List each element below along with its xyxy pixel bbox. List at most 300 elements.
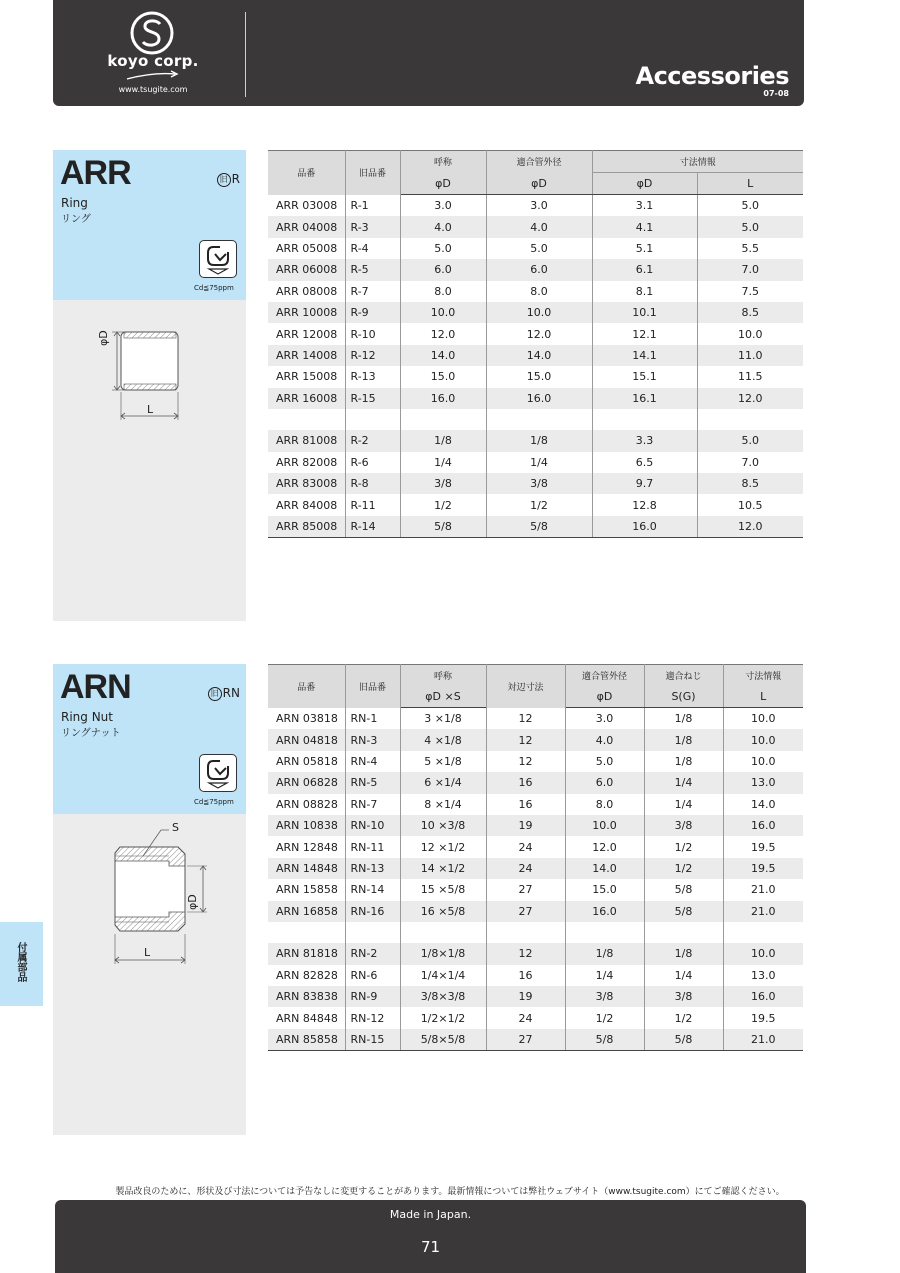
col-header-dims-l: L — [697, 173, 803, 195]
page-title: Accessories — [635, 62, 789, 90]
table-cell: 12 ×1/2 — [400, 836, 486, 857]
table-cell: ARR 84008 — [276, 498, 338, 512]
company-name: koyo corp. — [107, 52, 199, 70]
table-cell: 4.1 — [592, 216, 697, 237]
table-cell: 1/8 — [644, 708, 723, 730]
table-cell: 19.5 — [723, 836, 803, 857]
table-cell — [486, 922, 565, 943]
table-cell: ARR 05008 — [276, 241, 338, 255]
table-cell: RN-9 — [345, 986, 400, 1007]
table-cell: 8.0 — [486, 281, 592, 302]
page-header — [53, 0, 804, 106]
table-cell: ARN 05818 — [276, 754, 338, 768]
arr-old-name — [217, 172, 240, 187]
table-row — [268, 409, 803, 430]
arn-old-name-text: RN — [222, 686, 240, 700]
table-row — [268, 345, 803, 366]
table-cell: 6.1 — [592, 259, 697, 280]
table-cell: 16.0 — [723, 815, 803, 836]
section-side-tab[interactable] — [0, 922, 43, 1006]
table-cell: 27 — [486, 901, 565, 922]
table-cell: 3/8×3/8 — [400, 986, 486, 1007]
table-row — [268, 388, 803, 409]
table-cell: 1/4 — [644, 794, 723, 815]
table-cell: 1/8×1/8 — [400, 943, 486, 964]
table-cell: 16.0 — [486, 388, 592, 409]
table-cell: 19.5 — [723, 1007, 803, 1028]
table-cell: 6.0 — [400, 259, 486, 280]
table-cell: 3.1 — [592, 195, 697, 217]
table-cell: 14.0 — [723, 794, 803, 815]
table-row — [268, 323, 803, 344]
table-cell: R-6 — [345, 452, 400, 473]
table-cell: 1/4 — [400, 452, 486, 473]
col-header-thread-sub: S(G) — [644, 686, 723, 708]
table-cell: 3.3 — [592, 430, 697, 451]
col-header-pipe: 適合管外径 — [486, 151, 592, 173]
table-cell: 10.0 — [723, 943, 803, 964]
table-row — [268, 1007, 803, 1028]
table-cell: R-10 — [345, 323, 400, 344]
table-cell: 10 ×3/8 — [400, 815, 486, 836]
table-cell — [400, 922, 486, 943]
arn-product-name: ARN — [60, 668, 131, 706]
table-cell: 1/8 — [644, 751, 723, 772]
company-url[interactable]: www.tsugite.com — [118, 85, 188, 94]
table-cell: 15.0 — [565, 879, 644, 900]
table-cell: 15.0 — [486, 366, 592, 387]
table-cell: 3 ×1/8 — [400, 708, 486, 730]
table-cell: 1/4 — [565, 965, 644, 986]
table-cell: R-8 — [345, 473, 400, 494]
table-cell: 27 — [486, 879, 565, 900]
table-cell: ARN 15858 — [276, 883, 338, 897]
table-cell: R-12 — [345, 345, 400, 366]
table-cell: 12.0 — [697, 388, 803, 409]
table-cell: 10.1 — [592, 302, 697, 323]
table-cell: ARN 10838 — [268, 815, 345, 836]
arn-spec-table — [268, 664, 803, 1051]
made-in-japan: Made in Japan. — [389, 1208, 472, 1221]
table-row — [268, 708, 803, 730]
table-cell: ARN 81818 — [268, 943, 345, 964]
col-header-nominal-sub: φD ×S — [400, 686, 486, 708]
table-cell: 1/2 — [644, 836, 723, 857]
table-cell: 10.0 — [400, 302, 486, 323]
table-cell: 16 — [486, 794, 565, 815]
table-cell: 1/2 — [644, 1007, 723, 1028]
page-number: 71 — [420, 1238, 441, 1256]
table-cell: 1/2 — [565, 1007, 644, 1028]
table-cell: ARN 03818 — [276, 711, 338, 725]
table-cell: 21.0 — [723, 1029, 803, 1051]
table-cell: 1/2 — [400, 494, 486, 515]
table-cell: 8.0 — [400, 281, 486, 302]
col-header-nominal: 呼称 — [400, 665, 486, 687]
table-cell: 5/8 — [644, 1029, 723, 1051]
col-header-old: 旧品番 — [345, 151, 400, 195]
table-row — [268, 195, 803, 217]
col-header-dims-d: φD — [592, 173, 697, 195]
table-cell: 27 — [486, 1029, 565, 1051]
table-cell: RN-10 — [345, 815, 400, 836]
table-cell: 7.0 — [697, 452, 803, 473]
table-cell — [592, 409, 697, 430]
old-mark-icon: 旧 — [208, 687, 222, 701]
cadmium-note: Cd≦75ppm — [194, 284, 234, 292]
table-cell: R-11 — [345, 494, 400, 515]
table-cell: ARR 03008 — [276, 198, 338, 212]
table-cell: RN-14 — [345, 879, 400, 900]
table-cell: 5.0 — [565, 751, 644, 772]
table-cell: 8 ×1/4 — [400, 794, 486, 815]
table-cell: 5.0 — [400, 238, 486, 259]
table-cell: RN-4 — [345, 751, 400, 772]
table-row — [268, 751, 803, 772]
table-cell: 21.0 — [723, 879, 803, 900]
table-cell: 12.0 — [697, 516, 803, 538]
table-cell: ARN 82828 — [276, 968, 338, 982]
col-header-part: 品番 — [268, 151, 345, 195]
col-header-dims: 寸法情報 — [592, 151, 803, 173]
table-cell: 10.0 — [723, 708, 803, 730]
table-cell: 4.0 — [400, 216, 486, 237]
arn-ringnut-drawing — [103, 822, 243, 967]
table-row — [268, 259, 803, 280]
table-cell: RN-6 — [345, 965, 400, 986]
col-header-across-flats: 対辺寸法 — [486, 665, 565, 708]
arr-english-name: Ring — [61, 196, 88, 210]
table-cell: 14.0 — [486, 345, 592, 366]
table-cell: 19 — [486, 815, 565, 836]
table-cell: 10.0 — [723, 751, 803, 772]
arn-dim-s-label: S — [172, 821, 179, 834]
arn-title-block — [53, 664, 246, 814]
table-cell: ARN 04818 — [268, 729, 345, 750]
table-cell: ARN 14848 — [268, 858, 345, 879]
table-row — [268, 943, 803, 964]
table-cell: 1/4 — [644, 965, 723, 986]
table-cell: 10.0 — [697, 323, 803, 344]
table-cell: 24 — [486, 836, 565, 857]
table-cell: ARN 16858 — [268, 901, 345, 922]
table-row — [268, 430, 803, 451]
table-cell: 14.1 — [592, 345, 697, 366]
table-cell: 1/8 — [486, 430, 592, 451]
table-row — [268, 836, 803, 857]
table-cell: 16 — [486, 965, 565, 986]
table-row — [268, 216, 803, 237]
table-row — [268, 473, 803, 494]
table-cell: 12 — [486, 708, 565, 730]
col-header-part: 品番 — [268, 665, 345, 708]
table-cell — [268, 409, 345, 430]
table-row — [268, 281, 803, 302]
table-cell: RN-2 — [345, 943, 400, 964]
table-cell: 15 ×5/8 — [400, 879, 486, 900]
table-cell: 5 ×1/8 — [400, 751, 486, 772]
table-cell: R-9 — [345, 302, 400, 323]
table-cell: ARR 06008 — [268, 259, 345, 280]
table-cell: 4.0 — [565, 729, 644, 750]
table-cell: 16.0 — [723, 986, 803, 1007]
table-cell: 5.0 — [697, 216, 803, 237]
table-cell: RN-13 — [345, 858, 400, 879]
table-cell: ARN 08828 — [276, 797, 338, 811]
table-cell — [400, 409, 486, 430]
table-cell: RN-5 — [345, 772, 400, 793]
table-row — [268, 729, 803, 750]
table-cell: 6.5 — [592, 452, 697, 473]
table-cell: ARR 82008 — [276, 455, 338, 469]
table-cell: 3.0 — [565, 708, 644, 730]
table-cell: 1/8 — [565, 943, 644, 964]
table-cell: R-14 — [345, 516, 400, 538]
table-cell: 12.0 — [565, 836, 644, 857]
col-header-dims: 寸法情報 — [723, 665, 803, 687]
table-cell: 1/2×1/2 — [400, 1007, 486, 1028]
table-cell: 5.1 — [592, 238, 697, 259]
table-cell: 5/8 — [565, 1029, 644, 1051]
arn-dim-d-label: φD — [186, 894, 199, 910]
table-cell: 8.5 — [697, 473, 803, 494]
section-side-tab-label: 付属部品 — [15, 942, 26, 982]
arr-title-block — [53, 150, 246, 300]
page-code: 07-08 — [763, 89, 789, 98]
table-cell: 14.0 — [400, 345, 486, 366]
table-cell: 7.5 — [697, 281, 803, 302]
table-cell — [345, 922, 400, 943]
table-cell: ARR 12008 — [276, 327, 338, 341]
table-cell: 3/8 — [644, 815, 723, 836]
col-header-pipe-sub: φD — [486, 173, 592, 195]
table-cell: RN-12 — [345, 1007, 400, 1028]
table-cell: ARR 04008 — [268, 216, 345, 237]
arr-dim-d-label: φD — [97, 330, 110, 346]
col-header-nominal-sub: φD — [400, 173, 486, 195]
table-cell: 12 — [486, 729, 565, 750]
arr-spec-table — [268, 150, 803, 538]
logo-swoosh-icon — [125, 70, 181, 82]
table-cell: 12.0 — [486, 323, 592, 344]
table-cell: R-5 — [345, 259, 400, 280]
table-cell: 19.5 — [723, 858, 803, 879]
table-cell: 12.8 — [592, 494, 697, 515]
table-cell: 6.0 — [565, 772, 644, 793]
table-cell: 1/4 — [486, 452, 592, 473]
table-row — [268, 302, 803, 323]
table-cell: 21.0 — [723, 901, 803, 922]
table-cell: ARR 15008 — [276, 370, 338, 384]
table-cell: 5/8 — [400, 516, 486, 538]
table-cell: 14 ×1/2 — [400, 858, 486, 879]
table-cell: 19 — [486, 986, 565, 1007]
table-cell: 1/4 — [644, 772, 723, 793]
cadmium-free-icon — [199, 240, 237, 278]
arr-table-body — [268, 195, 803, 538]
table-cell: ARN 84848 — [276, 1011, 338, 1025]
arn-english-name: Ring Nut — [61, 710, 113, 724]
table-cell: ARN 83838 — [268, 986, 345, 1007]
table-cell: 3.0 — [400, 195, 486, 217]
table-cell: ARR 83008 — [268, 473, 345, 494]
table-cell: 8.0 — [565, 794, 644, 815]
table-row — [268, 815, 803, 836]
table-row — [268, 879, 803, 900]
table-cell: 1/8 — [644, 729, 723, 750]
table-cell: RN-15 — [345, 1029, 400, 1051]
table-row — [268, 452, 803, 473]
table-cell — [486, 409, 592, 430]
table-row — [268, 1029, 803, 1051]
table-row — [268, 858, 803, 879]
page-footer — [55, 1200, 806, 1273]
col-header-thread: 適合ねじ — [644, 665, 723, 687]
arn-dim-l-label: L — [144, 946, 151, 959]
table-cell: 1/2 — [644, 858, 723, 879]
table-row — [268, 516, 803, 538]
arr-old-name-text: R — [231, 172, 240, 186]
old-mark-icon: 旧 — [217, 173, 231, 187]
table-cell: 7.0 — [697, 259, 803, 280]
table-cell: ARR 08008 — [276, 284, 338, 298]
table-cell: 4 ×1/8 — [400, 729, 486, 750]
table-cell: R-13 — [345, 366, 400, 387]
table-cell: 16.1 — [592, 388, 697, 409]
table-cell: 24 — [486, 1007, 565, 1028]
table-cell: 5/8 — [486, 516, 592, 538]
col-header-dims-sub: L — [723, 686, 803, 708]
table-cell: 5.0 — [697, 430, 803, 451]
table-cell: 5/8×5/8 — [400, 1029, 486, 1051]
table-cell — [565, 922, 644, 943]
table-cell — [644, 922, 723, 943]
table-cell: 10.0 — [565, 815, 644, 836]
table-cell: 5.0 — [486, 238, 592, 259]
arr-product-name: ARR — [60, 154, 131, 192]
table-cell: 16.0 — [565, 901, 644, 922]
arn-japanese-name: リングナット — [61, 728, 121, 739]
table-cell: RN-7 — [345, 794, 400, 815]
arn-side-panel — [53, 664, 246, 1135]
table-cell: RN-11 — [345, 836, 400, 857]
table-cell: R-15 — [345, 388, 400, 409]
table-cell: R-4 — [345, 238, 400, 259]
table-row — [268, 366, 803, 387]
table-cell: 1/4×1/4 — [400, 965, 486, 986]
table-cell — [268, 922, 345, 943]
table-cell: 12 — [486, 943, 565, 964]
table-cell: 6 ×1/4 — [400, 772, 486, 793]
arn-old-name — [208, 686, 240, 701]
table-cell: RN-16 — [345, 901, 400, 922]
arn-table-body — [268, 708, 803, 1051]
table-row — [268, 965, 803, 986]
table-row — [268, 901, 803, 922]
table-cell: 16.0 — [592, 516, 697, 538]
table-cell: ARR 85008 — [268, 516, 345, 538]
table-cell: 1/8 — [400, 430, 486, 451]
table-cell: 9.7 — [592, 473, 697, 494]
arr-dim-l-label: L — [147, 403, 154, 416]
table-cell: 3/8 — [565, 986, 644, 1007]
table-cell: 10.0 — [486, 302, 592, 323]
footer-note: 製品改良のために、形状及び寸法については予告なしに変更することがあります。最新情報については弊社ウェブサイト（www.tsugite.com）にてご確認ください。 — [115, 1187, 785, 1197]
table-cell: 8.5 — [697, 302, 803, 323]
table-cell — [697, 409, 803, 430]
table-cell: 10.5 — [697, 494, 803, 515]
table-cell: 13.0 — [723, 965, 803, 986]
table-cell: 5/8 — [644, 879, 723, 900]
col-header-nominal: 呼称 — [400, 151, 486, 173]
table-cell: 10.0 — [723, 729, 803, 750]
table-cell: R-7 — [345, 281, 400, 302]
table-cell: 12 — [486, 751, 565, 772]
table-cell: 16 ×5/8 — [400, 901, 486, 922]
table-cell: ARR 81008 — [268, 430, 345, 451]
table-cell: 11.5 — [697, 366, 803, 387]
table-cell: 8.1 — [592, 281, 697, 302]
table-cell: 3/8 — [644, 986, 723, 1007]
col-header-pipe-sub: φD — [565, 686, 644, 708]
table-row — [268, 922, 803, 943]
table-row — [268, 494, 803, 515]
table-cell: 11.0 — [697, 345, 803, 366]
table-cell: 15.1 — [592, 366, 697, 387]
table-row — [268, 772, 803, 793]
table-cell: ARN 85858 — [268, 1029, 345, 1051]
table-cell: 24 — [486, 858, 565, 879]
table-cell: ARN 12848 — [276, 840, 338, 854]
table-cell: RN-1 — [345, 708, 400, 730]
table-cell: R-1 — [345, 195, 400, 217]
table-cell: ARR 16008 — [268, 388, 345, 409]
table-row — [268, 986, 803, 1007]
col-header-pipe: 適合管外径 — [565, 665, 644, 687]
table-cell: ARR 10008 — [268, 302, 345, 323]
table-cell: 16.0 — [400, 388, 486, 409]
arr-japanese-name: リング — [61, 214, 91, 225]
table-cell: 5/8 — [644, 901, 723, 922]
table-cell: 12.0 — [400, 323, 486, 344]
cadmium-note: Cd≦75ppm — [194, 798, 234, 806]
table-cell: 13.0 — [723, 772, 803, 793]
table-cell: 12.1 — [592, 323, 697, 344]
table-cell: 4.0 — [486, 216, 592, 237]
table-cell: RN-3 — [345, 729, 400, 750]
table-row — [268, 794, 803, 815]
table-cell — [345, 409, 400, 430]
col-header-old: 旧品番 — [345, 665, 400, 708]
table-cell: 16 — [486, 772, 565, 793]
arr-side-panel — [53, 150, 246, 621]
table-cell: 5.5 — [697, 238, 803, 259]
table-cell: 15.0 — [400, 366, 486, 387]
table-cell: 3/8 — [400, 473, 486, 494]
table-cell: 3.0 — [486, 195, 592, 217]
table-cell: ARN 06828 — [268, 772, 345, 793]
table-cell: ARR 14008 — [268, 345, 345, 366]
table-cell: R-3 — [345, 216, 400, 237]
cadmium-free-icon — [199, 754, 237, 792]
table-cell: 14.0 — [565, 858, 644, 879]
koyo-logo-icon — [129, 10, 175, 56]
table-cell: 6.0 — [486, 259, 592, 280]
table-cell: 1/2 — [486, 494, 592, 515]
header-divider — [245, 12, 246, 97]
table-cell — [723, 922, 803, 943]
table-row — [268, 238, 803, 259]
